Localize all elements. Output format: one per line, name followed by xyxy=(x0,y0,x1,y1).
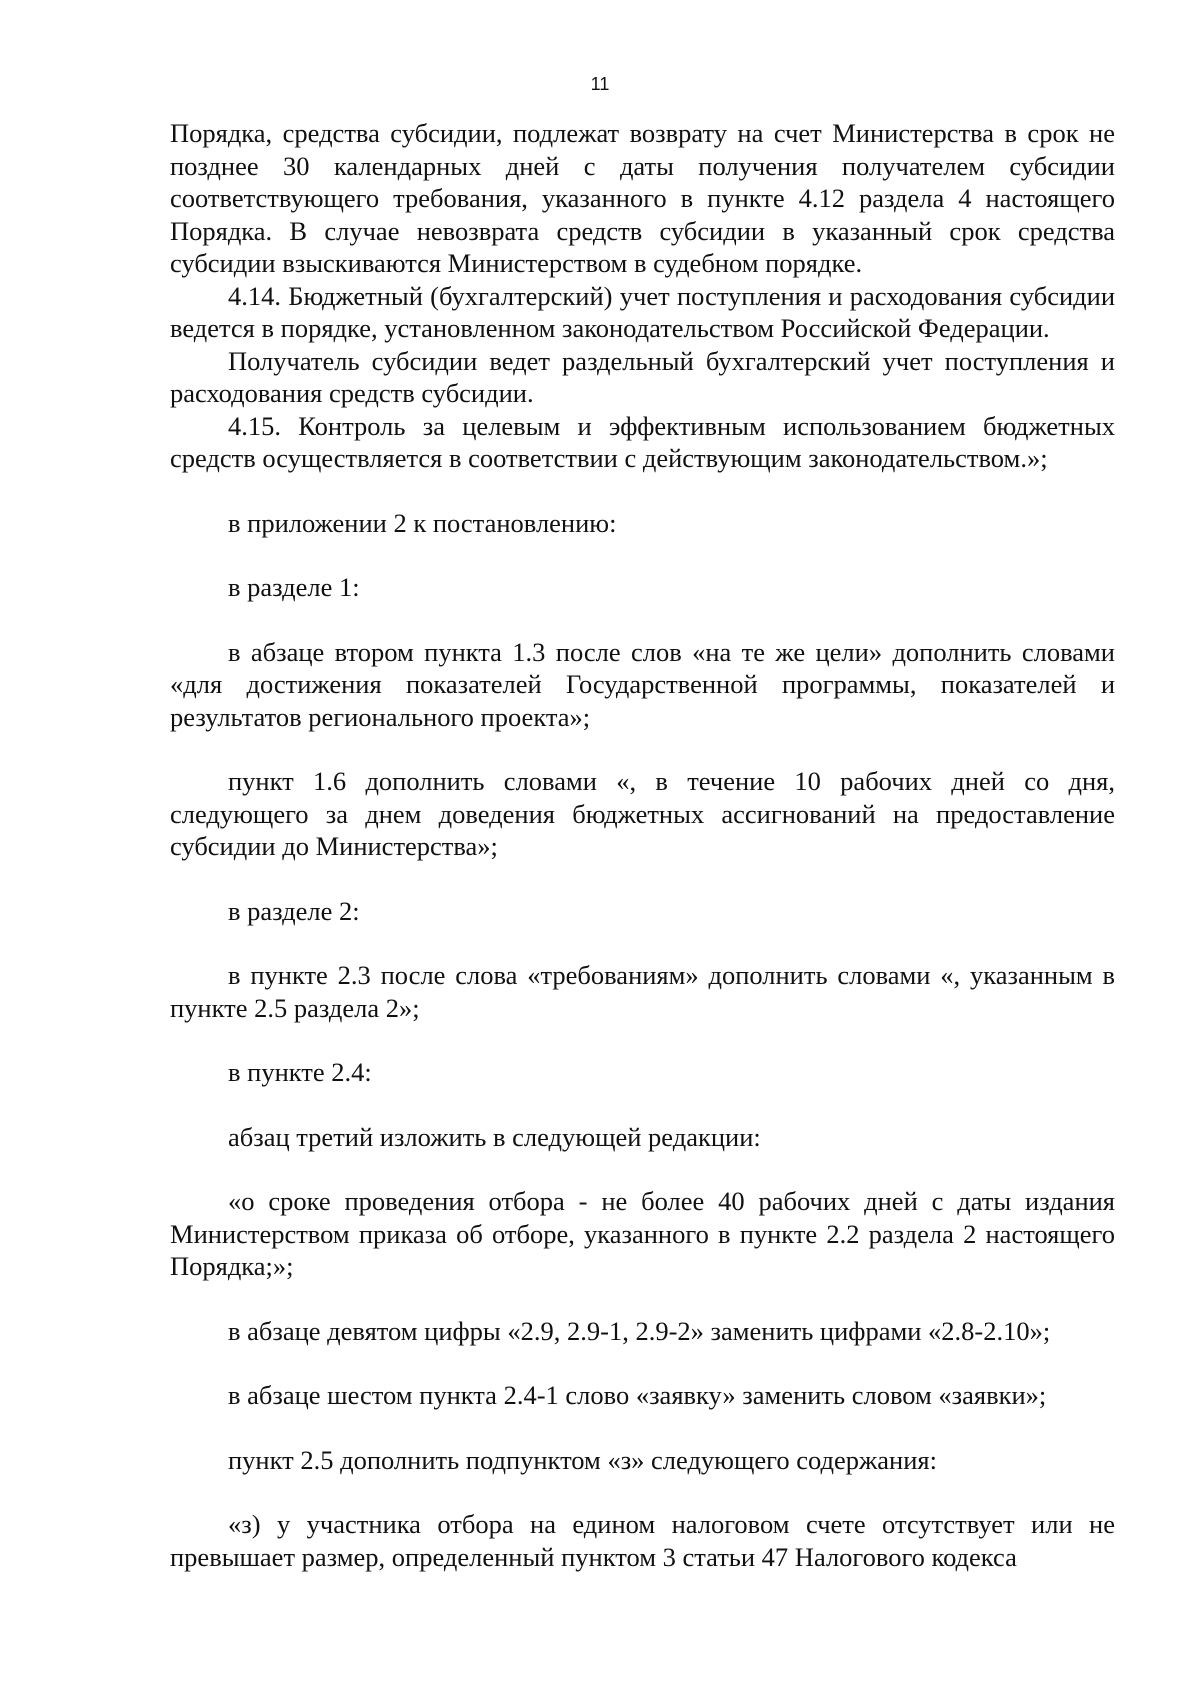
paragraph-continuation: Порядка, средства субсидии, подлежат возврату на счет Министерства в срок не позднее 30 календарных дней с даты получения получателем субсидии соответствующего требования, указанного в пункте 4.12 раздела 4 настоящего Порядка. В случае невозврата средств субсидии в указанный срок средства субсидии взыскиваются Министерством в судебном порядке. xyxy=(170,118,1115,278)
paragraph-abzac-sixth: в абзаце шестом пункта 2.4-1 слово «заявку» заменить словом «заявки»; xyxy=(228,1380,1047,1410)
paragraph-point-2-5: пункт 2.5 дополнить подпунктом «з» следующего содержания: xyxy=(228,1444,937,1475)
paragraph-4-15: 4.15. Контроль за целевым и эффективным использованием бюджетных средств осуществляется в соответствии с действующим законодательством.»; xyxy=(170,410,1115,473)
paragraph-point-1-6: пункт 1.6 дополнить словами «, в течение 10 рабочих дней со дня, следующего за днем доведения бюджетных ассигнований на предоставление субсидии до Министерства»; xyxy=(170,766,1115,861)
paragraph-section-1: в разделе 1: xyxy=(228,572,360,602)
page-number: 11 xyxy=(590,74,610,94)
paragraph-section-2: в разделе 2: xyxy=(228,895,360,926)
paragraph-selection-term: «о сроке проведения отбора - не более 40 рабочих дней с даты издания Министерством приказа об отборе, указанного в пункте 2.2 раздела 2 настоящего Порядка;»; xyxy=(170,1186,1115,1281)
paragraph-abzac-ninth: в абзаце девятом цифры «2.9, 2.9-1, 2.9-2» заменить цифрами «2.8-2.10»; xyxy=(228,1315,1051,1346)
paragraph-point-2-4: в пункте 2.4: xyxy=(228,1057,372,1087)
paragraph-appendix-2: в приложении 2 к постановлению: xyxy=(228,507,617,538)
paragraph-recipient-accounting: Получатель субсидии ведет раздельный бухгалтерский учет поступления и расходования средств субсидии. xyxy=(170,345,1115,408)
paragraph-4-14: 4.14. Бюджетный (бухгалтерский) учет поступления и расходования субсидии ведется в порядке, установленном законодательством Российской Федерации. xyxy=(170,280,1115,343)
document-body xyxy=(170,117,1115,1573)
paragraph-abzac-third: абзац третий изложить в следующей редакции: xyxy=(228,1121,761,1152)
paragraph-point-1-3: в абзаце втором пункта 1.3 после слов «на те же цели» дополнить словами «для достижения показателей Государственной программы, показателей и результатов регионального проекта»; xyxy=(170,636,1115,732)
paragraph-point-2-3: в пункте 2.3 после слова «требованиям» дополнить словами «, указанным в пункте 2.5 раздела 2»; xyxy=(170,960,1115,1023)
paragraph-subpoint-z: «з) у участника отбора на едином налоговом счете отсутствует или не превышает размер, определенный пунктом 3 статьи 47 Налогового кодекса xyxy=(170,1509,1115,1572)
